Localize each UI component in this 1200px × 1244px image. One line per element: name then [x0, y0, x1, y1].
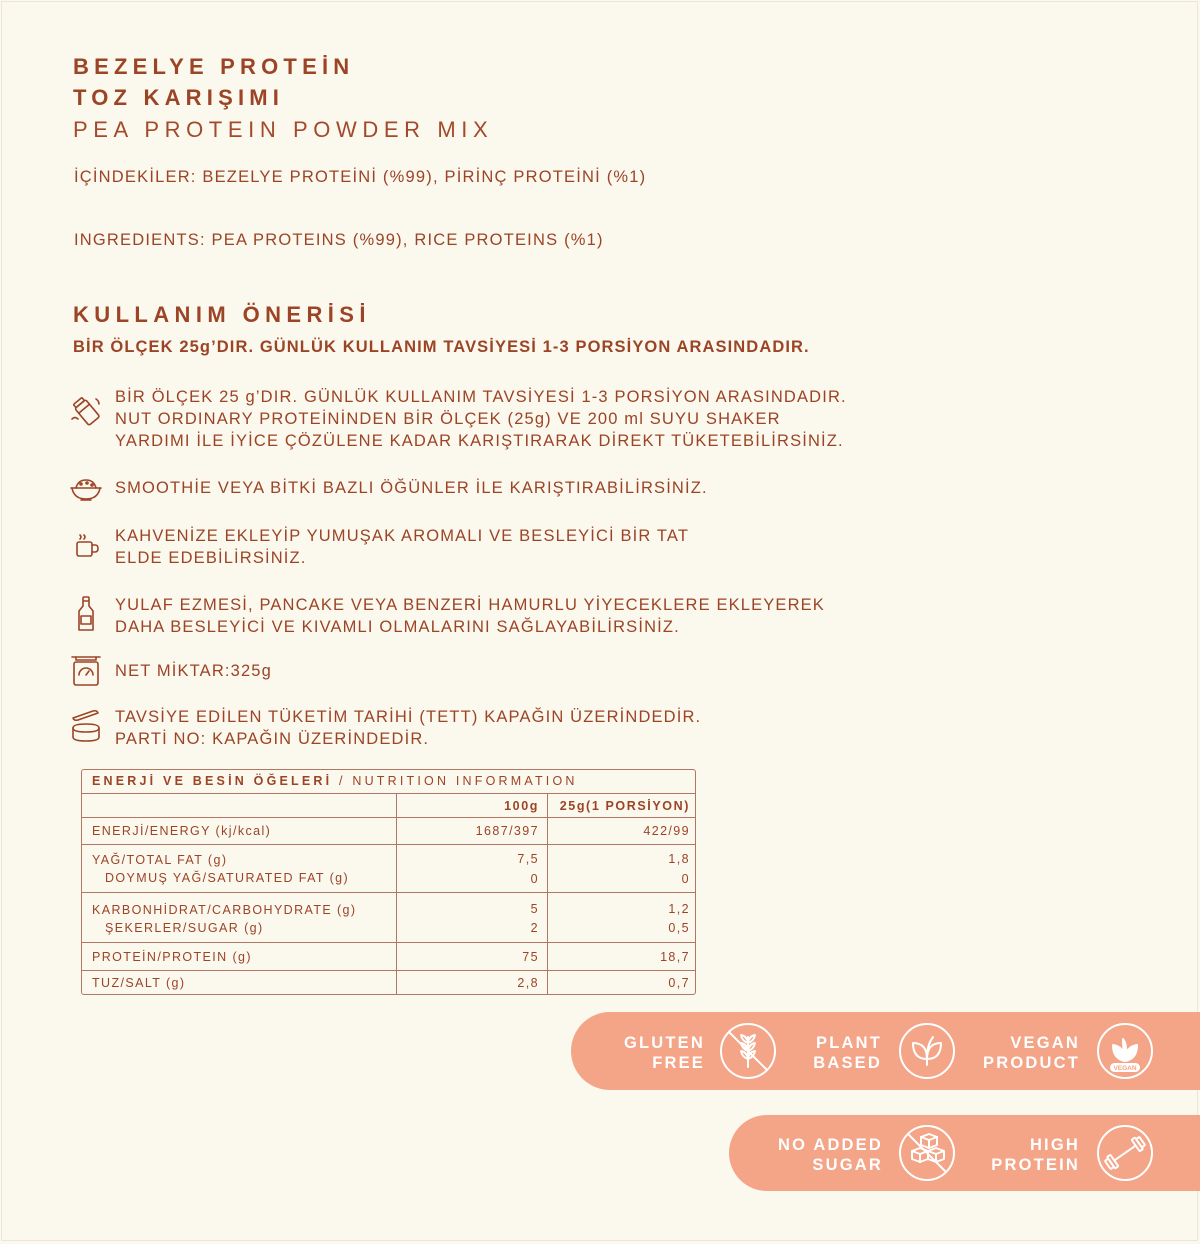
column-header-portion: 25g(1 PORSİYON) [559, 799, 690, 813]
row-salt-label: TUZ/SALT (g) [92, 976, 186, 990]
tip-coffee-line1: KAHVENİZE EKLEYİP YUMUŞAK AROMALI VE BESLEYİCİ BİR TAT [115, 527, 690, 545]
tip-expiry-line1: TAVSİYE EDİLEN TÜKETİM TARİHİ (TETT) KAPAĞIN ÜZERİNDEDİR. [115, 708, 702, 726]
row-protein-label: PROTEİN/PROTEIN (g) [92, 950, 252, 964]
nutrition-caption [82, 770, 695, 794]
badge-vegan-line2: PRODUCT [983, 1054, 1080, 1072]
row-fat-100g: 7,5 [517, 852, 539, 866]
badge-protein-line2: PROTEIN [991, 1156, 1080, 1174]
row-carbohydrate-portion: 1,2 [668, 902, 690, 916]
tip-shaker-line3: YARDIMI İLE İYİCE ÇÖZÜLENE KADAR KARIŞTIRARAK DİREKT TÜKETEBİLİRSİNİZ. [115, 432, 844, 450]
row-divider [82, 844, 695, 845]
nutrition-caption-en: NUTRITION INFORMATION [352, 774, 578, 788]
row-salt-100g: 2,8 [517, 976, 539, 990]
badge-sugar-line2: SUGAR [812, 1156, 883, 1174]
usage-summary: BİR ÖLÇEK 25g’DIR. GÜNLÜK KULLANIM TAVSİYESİ 1-3 PORSİYON ARASINDADIR. [73, 338, 810, 356]
row-energy-portion: 422/99 [643, 824, 690, 838]
ingredients-en: INGREDIENTS: PEA PROTEINS (%99), RICE PROTEINS (%1) [74, 231, 604, 249]
row-protein-portion: 18,7 [660, 950, 690, 964]
tip-shaker-line2: NUT ORDINARY PROTEİNİNDEN BİR ÖLÇEK (25g) VE 200 ml SUYU SHAKER [115, 410, 781, 428]
tip-bottle-line1: YULAF EZMESİ, PANCAKE VEYA BENZERİ HAMURLU YİYECEKLERE EKLEYEREK [115, 596, 825, 614]
nutrition-caption-tr: ENERJİ VE BESİN ÖĞELERİ [92, 774, 333, 788]
scale-icon [68, 653, 104, 689]
row-saturated-fat-portion: 0 [681, 872, 690, 886]
usage-heading: KULLANIM ÖNERİSİ [73, 302, 371, 327]
shaker-icon [68, 393, 104, 429]
tip-bowl-line1: SMOOTHİE VEYA BİTKİ BAZLI ÖĞÜNLER İLE KARIŞTIRABİLİRSİNİZ. [115, 479, 708, 497]
vegan-leaf-icon [1095, 1021, 1155, 1081]
badge-gluten-line2: FREE [652, 1054, 705, 1072]
badge-vegan-line1: VEGAN [1010, 1034, 1080, 1052]
badge-plant-line1: PLANT [816, 1034, 882, 1052]
badge-vegan-label [960, 1033, 1080, 1073]
row-protein-100g: 75 [522, 950, 539, 964]
net-weight: NET MİKTAR:325g [115, 662, 272, 680]
badge-plant-line2: BASED [813, 1054, 882, 1072]
row-divider [82, 970, 695, 971]
row-salt-portion: 0,7 [668, 976, 690, 990]
badge-no-sugar-label [755, 1135, 883, 1175]
ingredients-tr: İÇİNDEKİLER: BEZELYE PROTEİNİ (%99), PİRİNÇ PROTEİNİ (%1) [74, 168, 647, 186]
row-energy-100g: 1687/397 [475, 824, 539, 838]
badge-sugar-line1: NO ADDED [778, 1136, 883, 1154]
vegan-stamp-text: VEGAN [1113, 1065, 1137, 1072]
row-energy-label: ENERJİ/ENERGY (kj/kcal) [92, 824, 272, 838]
tip-shaker-line1: BİR ÖLÇEK 25 g’DIR. GÜNLÜK KULLANIM TAVSİYESİ 1-3 PORSİYON ARASINDADIR. [115, 388, 847, 406]
milk-bottle-icon [68, 596, 104, 632]
row-sugar-100g: 2 [530, 921, 539, 935]
coffee-cup-icon [68, 529, 104, 565]
bowl-icon [68, 471, 104, 507]
tip-coffee-line2: ELDE EDEBİLİRSİNİZ. [115, 549, 307, 567]
dumbbell-icon [1095, 1123, 1155, 1183]
product-title-en: PEA PROTEIN POWDER MIX [73, 117, 494, 142]
badge-high-protein-label [960, 1135, 1080, 1175]
row-sugar-label: ŞEKERLER/SUGAR (g) [105, 921, 264, 935]
badge-protein-line1: HIGH [1029, 1136, 1080, 1154]
nutrition-caption-separator: / [332, 774, 353, 788]
row-saturated-fat-100g: 0 [530, 872, 539, 886]
column-divider [396, 794, 397, 994]
column-header-100g: 100g [504, 799, 539, 813]
tip-bottle-line2: DAHA BESLEYİCİ VE KIVAMLI OLMALARINI SAĞLAYABİLİRSİNİZ. [115, 618, 680, 636]
row-carbohydrate-100g: 5 [530, 902, 539, 916]
leaves-icon [897, 1021, 957, 1081]
badge-gluten-free-label [600, 1033, 705, 1073]
badge-gluten-line1: GLUTEN [623, 1034, 705, 1052]
product-title-tr-line2: TOZ KARIŞIMI [73, 85, 285, 110]
jar-lid-icon [68, 708, 104, 744]
row-divider [82, 892, 695, 893]
row-saturated-fat-label: DOYMUŞ YAĞ/SATURATED FAT (g) [105, 871, 350, 885]
no-sugar-cubes-icon [897, 1123, 957, 1183]
nutrition-table [81, 769, 696, 995]
no-wheat-icon [718, 1021, 778, 1081]
row-divider [82, 942, 695, 943]
tip-expiry-line2: PARTİ NO: KAPAĞIN ÜZERİNDEDİR. [115, 730, 430, 748]
column-divider [547, 794, 548, 994]
row-divider [82, 817, 695, 818]
row-carbohydrate-label: KARBONHİDRAT/CARBOHYDRATE (g) [92, 903, 357, 917]
product-title-tr-line1: BEZELYE PROTEİN [73, 54, 355, 79]
row-sugar-portion: 0,5 [668, 921, 690, 935]
badge-plant-based-label [770, 1033, 882, 1073]
row-fat-portion: 1,8 [668, 852, 690, 866]
row-fat-label: YAĞ/TOTAL FAT (g) [92, 853, 228, 867]
